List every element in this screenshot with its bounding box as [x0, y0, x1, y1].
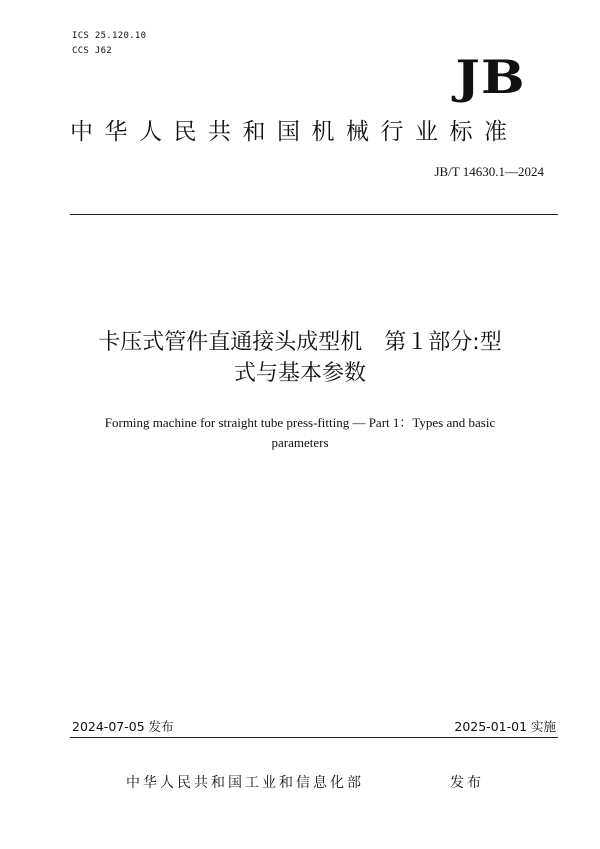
chinese-title-line-2: 式与基本参数 — [233, 361, 366, 386]
implementation-date: 2025-01-01 实施 — [454, 719, 556, 734]
issue-date: 2024-07-05 发布 — [72, 719, 174, 734]
bottom-divider — [70, 737, 558, 738]
chinese-title-line-1: 卡压式管件直通接头成型机 第１部分:型 — [98, 330, 502, 355]
chinese-title — [40, 327, 560, 389]
standard-category: 中华人民共和国机械行业标准 — [70, 119, 519, 145]
publisher-name: 中华人民共和国工业和信息化部 — [126, 775, 364, 791]
english-title — [60, 413, 540, 453]
ccs-code: CCS J62 — [72, 46, 113, 56]
standard-number: JB/T 14630.1—2024 — [434, 164, 544, 179]
top-divider — [70, 214, 558, 215]
publish-label: 发布 — [450, 775, 484, 791]
jb-logo: JB — [455, 50, 526, 104]
english-title-line-1: Forming machine for straight tube press-fitting — Part 1：Types and basic — [104, 415, 496, 430]
english-title-line-2: parameters — [271, 435, 329, 450]
ics-code: ICS 25.120.10 — [72, 31, 147, 41]
